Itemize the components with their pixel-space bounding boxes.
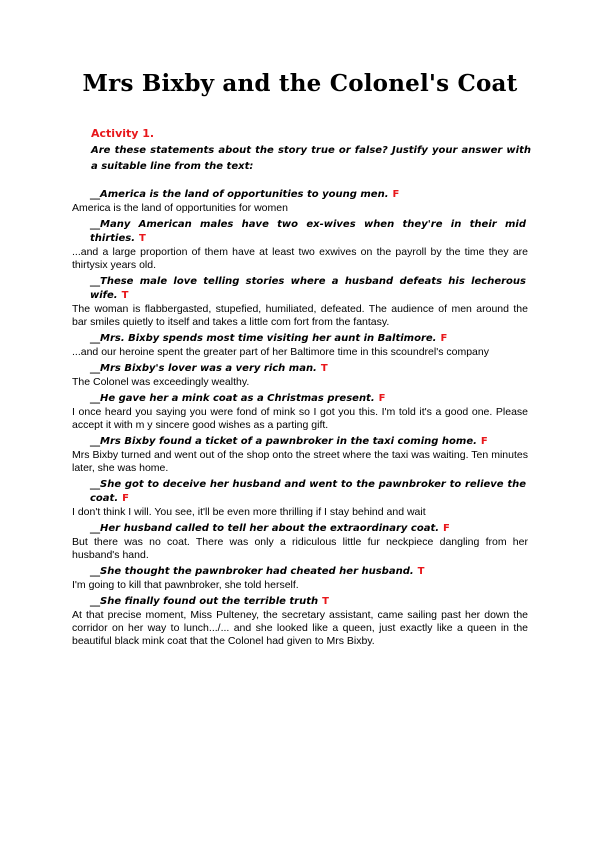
statement-text: She finally found out the terrible truth	[100, 596, 319, 607]
justification: ...and our heroine spent the greater part of her Baltimore time in this scoundrel's company	[72, 346, 489, 358]
list-item	[0, 434, 600, 477]
statement	[90, 594, 526, 609]
statement	[90, 391, 526, 406]
answer-blank: __	[90, 189, 100, 200]
verdict-mark: F	[122, 493, 129, 504]
justification: I don't think I will. You see, it'll be even more thrilling if I stay behind and wait	[72, 506, 426, 518]
answer-blank: __	[90, 363, 100, 374]
statement	[90, 477, 526, 506]
answer-blank: __	[90, 333, 100, 344]
justification: The Colonel was exceedingly wealthy.	[72, 376, 250, 388]
answer-blank: __	[90, 523, 100, 534]
verdict-mark: T	[121, 290, 129, 301]
answer-blank: __	[90, 566, 100, 577]
list-item	[0, 274, 600, 331]
answer-blank: __	[90, 596, 100, 607]
list-item	[0, 187, 600, 217]
list-item	[0, 391, 600, 434]
statement-text: She thought the pawnbroker had cheated her husband.	[100, 566, 414, 577]
list-item	[0, 521, 600, 564]
statement	[90, 217, 526, 246]
list-item	[0, 217, 600, 274]
verdict-mark: T	[320, 363, 328, 374]
verdict-mark: T	[322, 596, 329, 607]
statement-list	[0, 187, 600, 650]
statement	[90, 331, 526, 346]
statement-text: Her husband called to tell her about the extraordinary coat.	[100, 523, 440, 534]
justification: America is the land of opportunities for women	[72, 202, 288, 214]
verdict-mark: F	[443, 523, 450, 534]
justification: At that precise moment, Miss Pulteney, the secretary assistant, came sailing past her down the corridor on her way to lunch.../... and she looked like a queen, just exactly like a queen in the beautiful black mink coat that the Colonel had given to Mrs Bixby.	[72, 609, 528, 647]
list-item	[0, 564, 600, 594]
statement-text: Many American males have two ex-wives when they're in their mid thirties.	[90, 219, 526, 244]
verdict-mark: T	[417, 566, 425, 577]
list-item	[0, 331, 600, 361]
verdict-mark: T	[139, 233, 146, 244]
justification: The woman is flabbergasted, stupefied, humiliated, defeated. The audience of men around the bar smiles quietly to itself and takes a little com fort from the fantasy.	[72, 303, 528, 328]
statement-text: Mrs Bixby's lover was a very rich man.	[100, 363, 317, 374]
statement-text: She got to deceive her husband and went to the pawnbroker to relieve the coat.	[90, 479, 526, 504]
answer-blank: __	[90, 393, 100, 404]
statement	[90, 274, 526, 303]
statement-text: These male love telling stories where a husband defeats his lecherous wife.	[90, 276, 526, 301]
activity-label: Activity 1.	[91, 127, 155, 140]
statement-text: He gave her a mink coat as a Christmas present.	[100, 393, 375, 404]
justification: I once heard you saying you were fond of mink so I got you this. I'm told it's a good one. Please accept it with m y sincere good wishes as a parting gift.	[72, 406, 528, 431]
list-item	[0, 477, 600, 521]
instructions: Are these statements about the story true or false? Justify your answer with a suitable line from the text:	[91, 145, 531, 172]
list-item	[0, 594, 600, 650]
answer-blank: __	[90, 436, 100, 447]
statement	[90, 521, 526, 536]
statement-text: America is the land of opportunities to young men.	[100, 189, 389, 200]
justification: ...and a large proportion of them have at least two exwives on the payroll by the time they are thirtysix years old.	[72, 246, 528, 271]
statement	[90, 564, 526, 579]
verdict-mark: F	[378, 393, 386, 404]
justification: I'm going to kill that pawnbroker, she told herself.	[72, 579, 299, 591]
answer-blank: __	[90, 276, 100, 287]
statement	[90, 361, 526, 376]
answer-blank: __	[90, 479, 100, 490]
justification: Mrs Bixby turned and went out of the shop onto the street where the taxi was waiting. Ten minutes later, she was home.	[72, 449, 528, 474]
list-item	[0, 361, 600, 391]
justification: But there was no coat. There was only a ridiculous little fur neckpiece dangling from her husband's hand.	[72, 536, 528, 561]
statement-text: Mrs Bixby found a ticket of a pawnbroker in the taxi coming home.	[100, 436, 477, 447]
statement	[90, 187, 526, 202]
verdict-mark: F	[480, 436, 488, 447]
statement	[90, 434, 526, 449]
page-title: Mrs Bixby and the Colonel's Coat	[82, 70, 518, 97]
answer-blank: __	[90, 219, 100, 230]
verdict-mark: F	[392, 189, 400, 200]
verdict-mark: F	[440, 333, 448, 344]
statement-text: Mrs. Bixby spends most time visiting her aunt in Baltimore.	[100, 333, 437, 344]
